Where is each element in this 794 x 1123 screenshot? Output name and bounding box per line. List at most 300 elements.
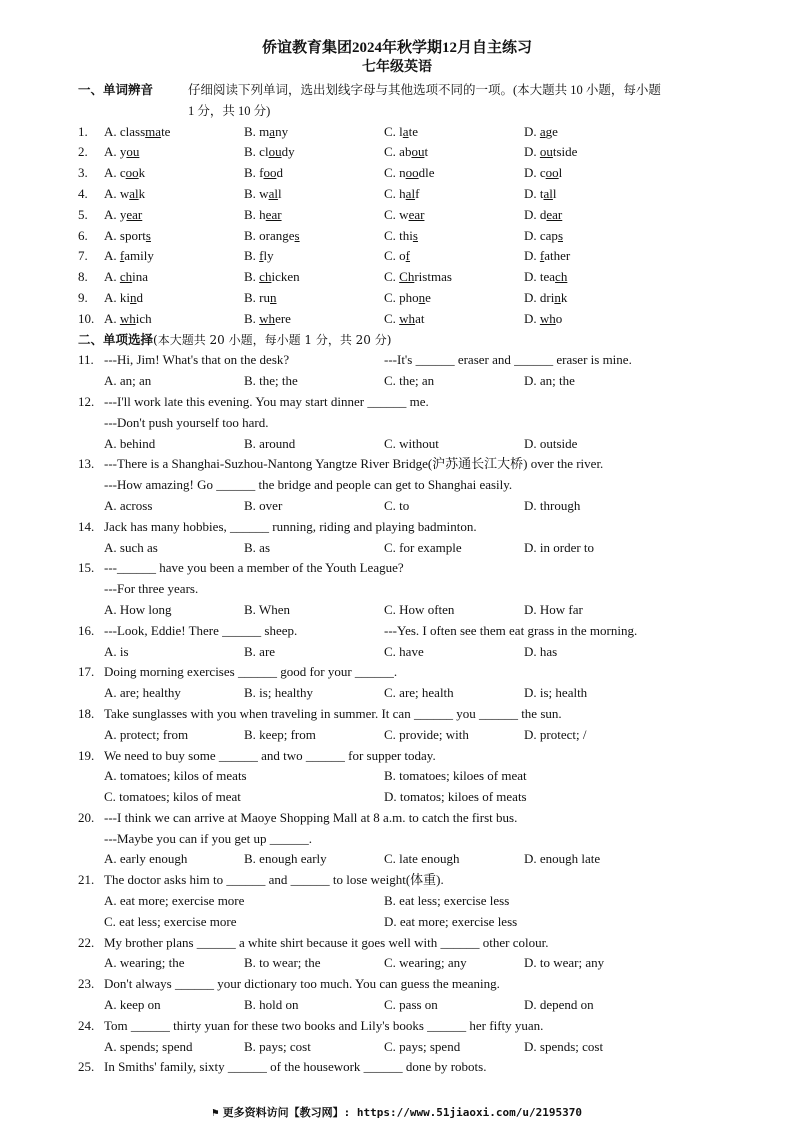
option: D. protect; / bbox=[524, 726, 587, 742]
underlined-letters: f bbox=[259, 248, 264, 264]
option bbox=[244, 163, 283, 184]
list-item bbox=[0, 122, 794, 143]
question-number: 19. bbox=[78, 747, 95, 763]
question-number: 13. bbox=[78, 456, 95, 472]
item-number: 10. bbox=[78, 310, 95, 326]
question-reply: ---Maybe you can if you get up ______. bbox=[104, 830, 312, 846]
underlined-letters: ear bbox=[126, 206, 143, 222]
option-suffix: l bbox=[552, 185, 557, 201]
list-item bbox=[0, 267, 794, 288]
option bbox=[244, 122, 288, 143]
underlined-letters: ch bbox=[119, 269, 133, 285]
underlined-letters: al bbox=[129, 185, 139, 201]
underlined-letters: s bbox=[557, 227, 563, 243]
option bbox=[244, 226, 300, 247]
option: A. spends; spend bbox=[104, 1038, 193, 1054]
underlined-letters: n bbox=[130, 289, 137, 305]
option bbox=[244, 288, 277, 309]
item-number: 1. bbox=[78, 123, 88, 139]
option-prefix: D. cap bbox=[524, 227, 558, 243]
item-number: 4. bbox=[78, 185, 88, 201]
option: A. eat more; exercise more bbox=[104, 893, 245, 909]
options-row bbox=[0, 1037, 794, 1058]
option: D. in order to bbox=[524, 539, 595, 555]
section1-instruction-cont: 1 分，共 10 分) bbox=[188, 103, 271, 118]
option-prefix: C. thi bbox=[384, 227, 413, 243]
section2-items bbox=[0, 350, 794, 1078]
item-number: 5. bbox=[78, 206, 88, 222]
option-suffix: k bbox=[560, 289, 568, 305]
option bbox=[384, 288, 431, 309]
question-number: 20. bbox=[78, 809, 95, 825]
question-number: 18. bbox=[78, 705, 95, 721]
option-prefix: B. bbox=[244, 310, 260, 326]
item-number: 6. bbox=[78, 227, 88, 243]
list-item bbox=[0, 205, 794, 226]
option-suffix: tside bbox=[552, 144, 578, 160]
underlined-letters: Ch bbox=[399, 269, 415, 285]
option: B. eat less; exercise less bbox=[384, 893, 510, 909]
option-prefix: D. tea bbox=[524, 269, 556, 285]
option: D. outside bbox=[524, 435, 578, 451]
option bbox=[524, 184, 557, 205]
question-number: 25. bbox=[78, 1059, 95, 1075]
question-reply: ---It's ______ eraser and ______ eraser is mine. bbox=[384, 352, 632, 368]
question-line bbox=[0, 746, 794, 767]
option: B. keep; from bbox=[244, 726, 316, 742]
option: A. protect; from bbox=[104, 726, 189, 742]
question-number: 21. bbox=[78, 872, 95, 888]
option-prefix: B. h bbox=[244, 206, 266, 222]
section1-header-cont bbox=[0, 101, 794, 122]
option bbox=[244, 142, 295, 163]
option-prefix: B. bbox=[244, 248, 260, 264]
option: A. tomatoes; kilos of meats bbox=[104, 768, 247, 784]
option: D. spends; cost bbox=[524, 1038, 604, 1054]
option-prefix: A. bbox=[104, 269, 120, 285]
option bbox=[524, 309, 562, 330]
option bbox=[384, 122, 418, 143]
question-number: 14. bbox=[78, 518, 95, 534]
option: A. early enough bbox=[104, 851, 188, 867]
options-row bbox=[0, 953, 794, 974]
section1-items bbox=[0, 122, 794, 330]
option bbox=[244, 246, 274, 267]
option: B. When bbox=[244, 601, 290, 617]
section2-heading bbox=[78, 330, 391, 351]
list-item bbox=[0, 142, 794, 163]
option-prefix: A. w bbox=[104, 185, 130, 201]
option-prefix: C. h bbox=[384, 185, 406, 201]
underlined-letters: f bbox=[405, 248, 411, 264]
option-suffix: l bbox=[277, 185, 282, 201]
option: D. to wear; any bbox=[524, 955, 605, 971]
option-prefix: A. class bbox=[104, 123, 146, 139]
option: A. behind bbox=[104, 435, 156, 451]
item-number: 3. bbox=[78, 165, 88, 181]
option bbox=[104, 226, 151, 247]
option: B. tomatoes; kiloes of meat bbox=[384, 768, 527, 784]
option: C. without bbox=[384, 435, 439, 451]
list-item bbox=[0, 288, 794, 309]
underlined-letters: ear bbox=[408, 206, 425, 222]
option bbox=[384, 246, 410, 267]
question-line bbox=[0, 704, 794, 725]
option-suffix: ather bbox=[544, 248, 571, 264]
options-row bbox=[0, 891, 794, 912]
option-prefix: A. y bbox=[104, 206, 127, 222]
option: C. pass on bbox=[384, 997, 438, 1013]
option: B. is; healthy bbox=[244, 685, 313, 701]
option bbox=[104, 163, 145, 184]
options-row bbox=[0, 995, 794, 1016]
question-reply: ---Don't push yourself too hard. bbox=[104, 414, 269, 430]
underlined-letters: wh bbox=[119, 310, 136, 326]
option-prefix: C. n bbox=[384, 165, 406, 181]
option bbox=[104, 246, 154, 267]
page-subtitle: 七年级英语 bbox=[362, 60, 432, 75]
question-line bbox=[0, 621, 794, 642]
underlined-letters: oo bbox=[545, 165, 559, 181]
question-number: 16. bbox=[78, 622, 95, 638]
option bbox=[384, 205, 424, 226]
underlined-letters: ou bbox=[411, 144, 425, 160]
underlined-letters: wh bbox=[399, 310, 416, 326]
question-stem: In Smiths' family, sixty ______ of the housework ______ done by robots. bbox=[104, 1059, 487, 1075]
option-prefix: B. f bbox=[244, 165, 264, 181]
option bbox=[524, 226, 563, 247]
options-row bbox=[0, 642, 794, 663]
option-suffix: amily bbox=[124, 248, 154, 264]
section2-heading-label: 二、单项选择 bbox=[78, 331, 154, 347]
option bbox=[384, 163, 435, 184]
underlined-letters: ear bbox=[265, 206, 282, 222]
question-line bbox=[0, 454, 794, 475]
option: A. keep on bbox=[104, 997, 161, 1013]
option-prefix: C. pho bbox=[384, 289, 419, 305]
option bbox=[384, 226, 418, 247]
underlined-letters: s bbox=[412, 227, 418, 243]
option bbox=[524, 267, 567, 288]
option-prefix: D. bbox=[524, 310, 540, 326]
question-stem: Take sunglasses with you when traveling in summer. It can ______ you ______ the sun. bbox=[104, 705, 562, 721]
option-suffix: dle bbox=[418, 165, 435, 181]
question-number: 24. bbox=[78, 1017, 95, 1033]
option: C. to bbox=[384, 497, 410, 513]
option bbox=[524, 288, 567, 309]
section2-header bbox=[0, 330, 794, 351]
question-line bbox=[0, 662, 794, 683]
option: C. wearing; any bbox=[384, 955, 467, 971]
option: B. as bbox=[244, 539, 270, 555]
underlined-letters: a bbox=[269, 123, 276, 139]
question-stem: ---There is a Shanghai-Suzhou-Nantong Yangtze River Bridge(沪苏通长江大桥) over the river. bbox=[104, 456, 604, 472]
list-item bbox=[0, 163, 794, 184]
question-stem: The doctor asks him to ______ and ______ to lose weight(体重). bbox=[104, 872, 444, 888]
option-prefix: D. c bbox=[524, 165, 546, 181]
underlined-letters: ou bbox=[539, 144, 553, 160]
option: B. the; the bbox=[244, 373, 298, 389]
option-prefix: D. bbox=[524, 144, 540, 160]
underlined-letters: a bbox=[539, 123, 546, 139]
question-stem: ---I think we can arrive at Maoye Shopping Mall at 8 a.m. to catch the first bus. bbox=[104, 809, 518, 825]
option: C. are; health bbox=[384, 685, 454, 701]
option-suffix: f bbox=[415, 185, 420, 201]
question-stem: Jack has many hobbies, ______ running, riding and playing badminton. bbox=[104, 518, 477, 534]
option-suffix: d bbox=[136, 289, 143, 305]
option: C. the; an bbox=[384, 373, 435, 389]
footer bbox=[0, 1106, 794, 1120]
option bbox=[244, 184, 282, 205]
option-suffix: te bbox=[408, 123, 418, 139]
option-prefix: D. bbox=[524, 248, 540, 264]
option-prefix: A. bbox=[104, 248, 120, 264]
options-row bbox=[0, 766, 794, 787]
option: D. through bbox=[524, 497, 581, 513]
question-line bbox=[0, 933, 794, 954]
option bbox=[524, 122, 558, 143]
option-prefix: D. t bbox=[524, 185, 544, 201]
option: D. depend on bbox=[524, 997, 594, 1013]
option: B. over bbox=[244, 497, 283, 513]
option-prefix: A. sport bbox=[104, 227, 146, 243]
exam-content bbox=[0, 80, 794, 1078]
option-prefix: B. ru bbox=[244, 289, 270, 305]
option-suffix: ristmas bbox=[414, 269, 452, 285]
option: C. have bbox=[384, 643, 424, 659]
underlined-letters: wh bbox=[259, 310, 276, 326]
option-prefix: D. d bbox=[524, 206, 547, 222]
underlined-letters: n bbox=[418, 289, 426, 305]
option: D. has bbox=[524, 643, 558, 659]
section1-header bbox=[0, 80, 794, 101]
option: A. How long bbox=[104, 601, 172, 617]
section1-heading: 一、单词辨音 bbox=[78, 82, 154, 97]
option bbox=[384, 184, 419, 205]
footer-text: 更多资料访问【教习网】: https://www.51jiaoxi.com/u/2195370 bbox=[222, 1106, 583, 1119]
option-prefix: D. bbox=[524, 123, 540, 139]
option-suffix: ere bbox=[275, 310, 291, 326]
question-line bbox=[0, 558, 794, 579]
question-stem: ---Hi, Jim! What's that on the desk? bbox=[104, 352, 290, 368]
option-prefix: C. w bbox=[384, 206, 409, 222]
option: D. How far bbox=[524, 601, 583, 617]
option: C. for example bbox=[384, 539, 462, 555]
option-prefix: A. bbox=[104, 310, 120, 326]
option-prefix: C. bbox=[384, 269, 400, 285]
question-stem: We need to buy some ______ and two ______ for supper today. bbox=[104, 747, 436, 763]
section1-instruction: 仔细阅读下列单词，选出划线字母与其他选项不同的一项。(本大题共 10 小题，每小题 bbox=[188, 83, 661, 97]
question-line bbox=[0, 579, 794, 600]
option bbox=[104, 122, 170, 143]
options-row bbox=[0, 725, 794, 746]
underlined-letters: s bbox=[145, 227, 151, 243]
question-number: 15. bbox=[78, 560, 95, 576]
options-row bbox=[0, 683, 794, 704]
option-suffix: o bbox=[555, 310, 563, 326]
option bbox=[384, 267, 452, 288]
option-suffix: l bbox=[558, 165, 563, 181]
question-reply: ---Yes. I often see them eat grass in the morning. bbox=[384, 622, 638, 638]
option: D. enough late bbox=[524, 851, 601, 867]
option-prefix: B. bbox=[244, 269, 260, 285]
options-row bbox=[0, 538, 794, 559]
question-number: 17. bbox=[78, 664, 95, 680]
option bbox=[384, 142, 428, 163]
option: C. How often bbox=[384, 601, 455, 617]
option: C. pays; spend bbox=[384, 1038, 461, 1054]
option: A. are; healthy bbox=[104, 685, 181, 701]
underlined-letters: al bbox=[268, 185, 278, 201]
option-prefix: D. dri bbox=[524, 289, 555, 305]
underlined-letters: ear bbox=[546, 206, 563, 222]
option: C. eat less; exercise more bbox=[104, 913, 237, 929]
item-number: 2. bbox=[78, 144, 88, 160]
question-line bbox=[0, 829, 794, 850]
underlined-letters: f bbox=[119, 248, 125, 264]
underlined-letters: ch bbox=[259, 269, 272, 285]
option: A. an; an bbox=[104, 373, 152, 389]
option: A. is bbox=[104, 643, 129, 659]
option bbox=[524, 142, 577, 163]
underlined-letters: s bbox=[294, 227, 300, 243]
option-suffix: te bbox=[161, 123, 171, 139]
underlined-letters: n bbox=[270, 289, 277, 305]
option bbox=[524, 205, 562, 226]
option-prefix: B. m bbox=[244, 123, 270, 139]
options-row bbox=[0, 787, 794, 808]
option: B. to wear; the bbox=[244, 955, 321, 971]
options-row bbox=[0, 371, 794, 392]
underlined-letters: oo bbox=[405, 165, 419, 181]
question-reply: ---How amazing! Go ______ the bridge and people can get to Shanghai easily. bbox=[104, 477, 513, 493]
page-title: 侨谊教育集团2024年秋学期12月自主练习 bbox=[261, 40, 532, 56]
list-item bbox=[0, 184, 794, 205]
option-suffix: dy bbox=[281, 144, 295, 160]
options-row bbox=[0, 600, 794, 621]
option: B. are bbox=[244, 643, 276, 659]
options-row bbox=[0, 434, 794, 455]
underlined-letters: al bbox=[543, 185, 553, 201]
underlined-letters: al bbox=[405, 185, 416, 201]
underlined-letters: ch bbox=[555, 269, 568, 285]
option bbox=[384, 309, 424, 330]
question-stem: ---______ have you been a member of the Youth League? bbox=[104, 560, 404, 576]
option bbox=[524, 246, 570, 267]
option bbox=[244, 309, 291, 330]
question-line bbox=[0, 1016, 794, 1037]
option bbox=[104, 184, 145, 205]
option bbox=[244, 267, 300, 288]
underlined-letters: oo bbox=[263, 165, 277, 181]
underlined-letters: ou bbox=[268, 144, 282, 160]
question-line bbox=[0, 350, 794, 371]
question-stem: ---Look, Eddie! There ______ sheep. bbox=[104, 622, 298, 638]
list-item bbox=[0, 246, 794, 267]
option-prefix: A. c bbox=[104, 165, 126, 181]
option-suffix: d bbox=[276, 165, 283, 181]
option-suffix: e bbox=[425, 289, 431, 305]
list-item bbox=[0, 309, 794, 330]
options-row bbox=[0, 912, 794, 933]
option-prefix: B. w bbox=[244, 185, 269, 201]
question-reply: ---For three years. bbox=[104, 581, 199, 597]
question-line bbox=[0, 974, 794, 995]
flag-icon: ⚑ bbox=[211, 1106, 219, 1119]
option-suffix: ich bbox=[135, 310, 152, 326]
option: A. across bbox=[104, 497, 153, 513]
option: B. enough early bbox=[244, 851, 327, 867]
option bbox=[104, 205, 142, 226]
underlined-letters: ma bbox=[145, 123, 162, 139]
option: B. pays; cost bbox=[244, 1038, 311, 1054]
option-suffix: k bbox=[138, 165, 146, 181]
option: C. provide; with bbox=[384, 726, 469, 742]
option bbox=[104, 142, 139, 163]
option: C. late enough bbox=[384, 851, 460, 867]
underlined-letters: a bbox=[402, 123, 409, 139]
option: D. an; the bbox=[524, 373, 575, 389]
option-suffix: k bbox=[138, 185, 146, 201]
question-stem: My brother plans ______ a white shirt because it goes well with ______ other colour. bbox=[104, 934, 549, 950]
question-line bbox=[0, 475, 794, 496]
option-prefix: B. orange bbox=[244, 227, 295, 243]
option: D. is; health bbox=[524, 685, 588, 701]
option-prefix: A. y bbox=[104, 144, 127, 160]
question-number: 11. bbox=[78, 352, 94, 368]
options-row bbox=[0, 496, 794, 517]
question-line bbox=[0, 808, 794, 829]
underlined-letters: wh bbox=[539, 310, 556, 326]
option: D. tomatos; kiloes of meats bbox=[384, 789, 527, 805]
question-stem: ---I'll work late this evening. You may start dinner ______ me. bbox=[104, 393, 429, 409]
option-suffix: ge bbox=[545, 123, 558, 139]
option bbox=[524, 163, 562, 184]
option-suffix: icken bbox=[271, 269, 300, 285]
option: A. wearing; the bbox=[104, 955, 185, 971]
option-prefix: C. o bbox=[384, 248, 406, 264]
question-line bbox=[0, 392, 794, 413]
option bbox=[104, 267, 148, 288]
question-stem: Doing morning exercises ______ good for your ______. bbox=[104, 664, 398, 680]
section2-instruction: (本大题共 20 小题，每小题 1 分，共 20 分) bbox=[153, 332, 392, 347]
question-number: 12. bbox=[78, 393, 95, 409]
question-stem: Tom ______ thirty yuan for these two books and Lily's books ______ her fifty yuan. bbox=[104, 1017, 544, 1033]
option bbox=[104, 288, 143, 309]
option-prefix: C. l bbox=[384, 123, 403, 139]
option-prefix: C. bbox=[384, 310, 400, 326]
question-line bbox=[0, 1057, 794, 1078]
option-suffix: at bbox=[415, 310, 425, 326]
question-line bbox=[0, 413, 794, 434]
question-line bbox=[0, 517, 794, 538]
underlined-letters: n bbox=[554, 289, 561, 305]
option bbox=[104, 309, 152, 330]
underlined-letters: oo bbox=[125, 165, 139, 181]
option-prefix: B. cl bbox=[244, 144, 269, 160]
option: A. such as bbox=[104, 539, 158, 555]
list-item bbox=[0, 226, 794, 247]
option-suffix: ly bbox=[263, 248, 274, 264]
option-prefix: A. ki bbox=[104, 289, 130, 305]
underlined-letters: f bbox=[539, 248, 545, 264]
options-row bbox=[0, 849, 794, 870]
option-suffix: ina bbox=[132, 269, 149, 285]
item-number: 8. bbox=[78, 269, 88, 285]
option-prefix: C. ab bbox=[384, 144, 412, 160]
option: B. around bbox=[244, 435, 296, 451]
question-stem: Don't always ______ your dictionary too much. You can guess the meaning. bbox=[104, 976, 500, 992]
